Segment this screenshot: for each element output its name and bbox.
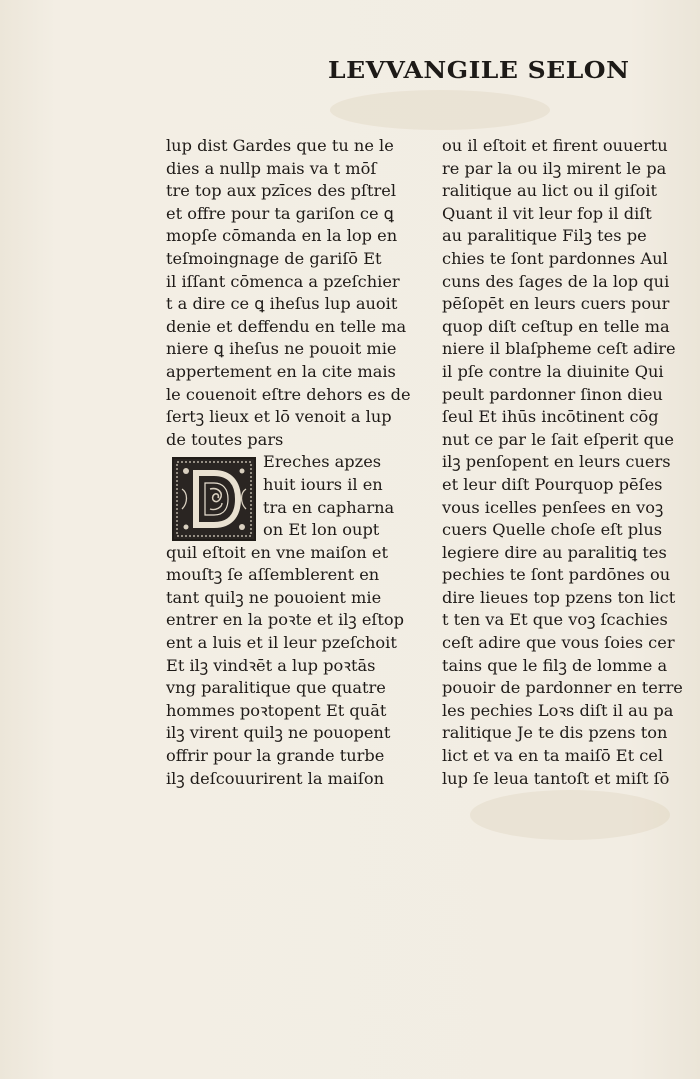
text-line: niere ꝗ iheſus ne pouoit mie — [166, 339, 397, 359]
text-line: ralitique au lict ou il giſoit — [442, 181, 658, 201]
left-column — [166, 135, 411, 790]
text-line: nut ce par le ſait eſperit que — [442, 429, 675, 449]
text-line: peult pardonner ſinon dieu — [442, 384, 663, 404]
text-line: il pſe contre la diuinite Qui — [442, 361, 664, 381]
text-line: ſertꝫ lieux et lō venoit a lup — [166, 407, 392, 427]
initial-paragraph — [166, 451, 402, 541]
text-line: lup ſe leua tantoſt et miſt ſō — [442, 768, 670, 788]
text-line: mopſe cōmanda en la lop en — [166, 226, 398, 246]
text-line: pouoir de pardonner en terre — [442, 678, 683, 698]
text-line: et leur diſt Pourquop pēſes — [442, 474, 663, 494]
text-line: lict et va en ta maiſō Et cel — [442, 746, 664, 766]
text-line: entrer en la poꝛte et ilꝫ eſtop — [166, 610, 405, 630]
text-line: et offre pour ta gariſon ce ꝗ — [166, 203, 394, 223]
text-line: ceſt adire que vous ſoies cer — [442, 633, 675, 653]
text-line: mouſtꝫ ſe aſſemblerent en — [166, 565, 380, 585]
text-line: hommes poꝛtopent Et quāt — [166, 700, 387, 720]
text-line: tant quilꝫ ne pouoient mie — [166, 587, 382, 607]
text-line: on Et lon oupt — [263, 520, 380, 540]
text-line: appertement en la cite mais — [166, 361, 396, 381]
text-line: re par la ou ilꝫ mirent le pa — [442, 158, 667, 178]
text-line: ent a luis et il leur pzeſchoit — [166, 633, 397, 653]
text-line: lup dist Gardes que tu ne le — [166, 136, 394, 155]
text-line: cuers Quelle choſe eſt plus — [442, 520, 663, 540]
text-line: quop diſt ceſtup en telle ma — [442, 316, 670, 336]
paper-stain — [330, 90, 550, 130]
text-line: denie et deffendu en telle ma — [166, 316, 407, 336]
paper-stain — [470, 790, 670, 840]
text-line: tre top aux pzīces des pſtrel — [166, 181, 396, 201]
text-line: ſeul Et ihūs incōtinent cōg — [442, 407, 659, 427]
text-line: il iſſant cōmenca a pzeſchier — [166, 271, 400, 291]
text-line: ilꝫ virent quilꝫ ne pouopent — [166, 723, 391, 743]
text-line: ilꝫ penſopent en leurs cuers — [442, 452, 671, 472]
text-line: t a dire ce ꝗ iheſus lup auoit — [166, 294, 398, 314]
text-line: dire lieues top pzens ton lict — [442, 587, 676, 607]
text-line: pechies te ſont pardōnes ou — [442, 565, 671, 585]
text-line: au paralitique Filꝫ tes pe — [442, 226, 647, 246]
text-line: teſmoingnage de gariſō Et — [166, 248, 382, 268]
text-line: niere il blaſpheme ceſt adire — [442, 339, 676, 359]
text-line: chies te ſont pardonnes Aul — [442, 248, 668, 268]
text-line: dies a nullp mais va t mōſ — [166, 158, 377, 178]
running-head: LEVVANGILE SELON — [328, 57, 630, 84]
text-line: Ereches apzes — [263, 452, 382, 472]
text-line: vous icelles penſees en voꝫ — [442, 497, 664, 517]
text-line: cuns des ſages de la lop qui — [442, 271, 670, 291]
text-line: ralitique Je te dis pzens ton — [442, 723, 668, 743]
text-line: tains que le filꝫ de lomme a — [442, 655, 668, 675]
text-line: Quant il vit leur fop il diſt — [442, 203, 652, 223]
text-line: offrir pour la grande turbe — [166, 746, 385, 766]
text-line: quil eſtoit en vne maiſon et — [166, 542, 388, 562]
text-line: le couenoit eſtre dehors es de — [166, 384, 411, 404]
text-line: les pechies Loꝛs diſt il au pa — [442, 700, 674, 720]
decorated-initial-letter — [172, 457, 256, 541]
text-line: Et ilꝫ vindꝛēt a lup poꝛtās — [166, 655, 376, 675]
text-line: de toutes pars — [166, 429, 284, 449]
text-line: huit iours il en — [263, 474, 383, 494]
text-line: ilꝫ deſcouurirent la maiſon — [166, 768, 384, 788]
right-column — [442, 135, 683, 790]
text-line: tra en capharna — [263, 497, 395, 517]
text-line: legiere dire au paralitiꝗ tes — [442, 542, 667, 562]
text-line: vng paralitique que quatre — [166, 678, 386, 698]
floral-initial-icon — [174, 459, 254, 539]
text-line: ou il eſtoit et firent ouuertu — [442, 136, 668, 155]
text-line: pēſopēt en leurs cuers pour — [442, 294, 670, 314]
text-line: t ten va Et que voꝫ ſcachies — [442, 610, 668, 630]
